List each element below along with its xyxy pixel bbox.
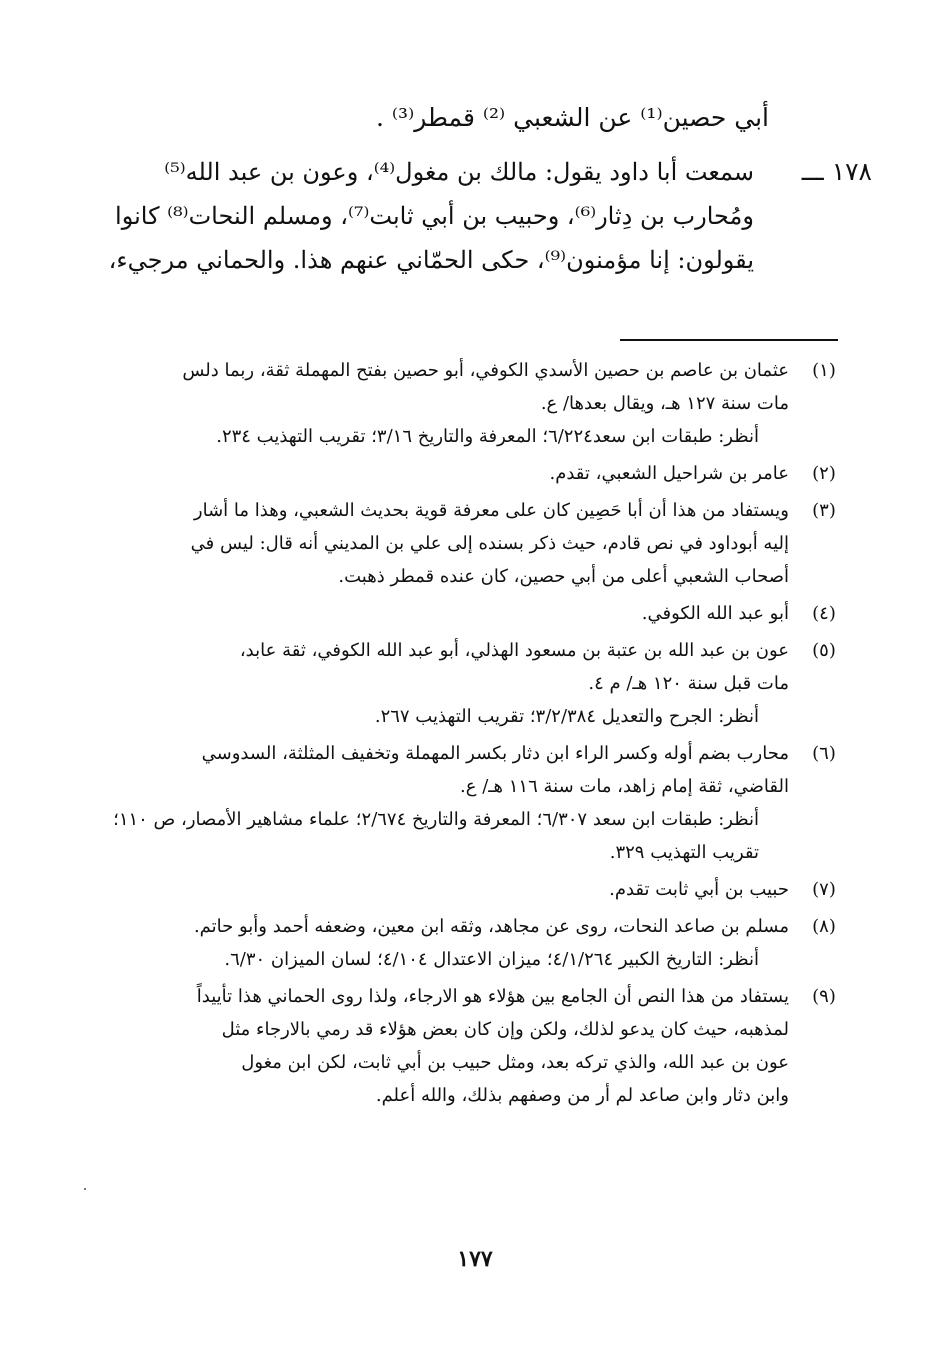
entry-line: سمعت أبا داود يقول: مالك بن مغول⁽⁴⁾، وعون بن عبد الله⁽⁵⁾ bbox=[164, 158, 754, 186]
page-number: ١٧٧ bbox=[457, 1246, 493, 1272]
footnote-line: ويستفاد من هذا أن أبا حَصِين كان على معرفة قوية بحديث الشعبي، وهذا ما أشار bbox=[193, 500, 789, 521]
footnote-number: (٣) bbox=[812, 500, 836, 521]
footnote-line: لمذهبه، حيث كان يدعو لذلك، ولكن وإن كان بعض هؤلاء قد رمي بالارجاء مثل bbox=[221, 1019, 789, 1040]
footnote-text bbox=[100, 737, 789, 869]
footnote-reference: أنظر: الجرح والتعديل ٣/٢/٣٨٤؛ تقريب التهذيب ٢٦٧. bbox=[374, 706, 759, 727]
footnotes-section bbox=[100, 354, 845, 1116]
footnote-number: (٢) bbox=[812, 463, 836, 484]
footnote-number: (١) bbox=[812, 360, 836, 381]
footnote-text bbox=[100, 457, 789, 490]
footnote bbox=[100, 873, 845, 906]
footnote-line: أبو عبد الله الكوفي. bbox=[641, 603, 789, 624]
footnote-line: يستفاد من هذا النص أن الجامع بين هؤلاء هو الارجاء، ولذا روى الحماني هذا تأييداً bbox=[196, 986, 789, 1007]
footnote-number: (٦) bbox=[812, 743, 836, 764]
footnote-text bbox=[100, 494, 789, 593]
footnote bbox=[100, 634, 845, 733]
footnote-line: عون بن عبد الله، والذي تركه بعد، ومثل حبيب بن أبي ثابت، لكن ابن مغول bbox=[241, 1052, 789, 1073]
footnote-line: إليه أبوداود في نص قادم، حيث ذكر بسنده إلى علي بن المديني أنه قال: ليس في bbox=[190, 533, 789, 554]
footnote-line: محارب بضم أوله وكسر الراء ابن دثار بكسر المهملة وتخفيف المثلثة، السدوسي bbox=[201, 743, 789, 764]
footnote-line: مسلم بن صاعد النحات، روى عن مجاهد، وثقه ابن معين، وضعفه أحمد وأبو حاتم. bbox=[193, 916, 789, 937]
footnote-text bbox=[100, 634, 789, 733]
footnote-text bbox=[100, 354, 789, 453]
footnote-number: (٩) bbox=[812, 986, 836, 1007]
entry-line: ومُحارب بن دِثار⁽⁶⁾، وحبيب بن أبي ثابت⁽⁷⁾، ومسلم النحات⁽⁸⁾ كانوا bbox=[115, 202, 754, 230]
footnote-reference: أنظر: التاريخ الكبير ٤/١/٢٦٤؛ ميزان الاعتدال ٤/١٠٤؛ لسان الميزان ٦/٣٠. bbox=[224, 949, 759, 970]
footnote-line: مات سنة ١٢٧ هـ، ويقال بعدها/ ع. bbox=[540, 393, 789, 414]
footnote-text bbox=[100, 597, 789, 630]
footnote-number: (٧) bbox=[812, 879, 836, 900]
continued-text-line: أبي حصين⁽¹⁾ عن الشعبي ⁽²⁾ قمطر⁽³⁾ . bbox=[375, 103, 769, 132]
footnote-number: (٨) bbox=[812, 916, 836, 937]
footnote-reference: أنظر: طبقات ابن سعد٦/٢٢٤؛ المعرفة والتاريخ ٣/١٦؛ تقريب التهذيب ٢٣٤. bbox=[216, 426, 759, 447]
footnote-number: (٥) bbox=[812, 640, 836, 661]
footnote-text bbox=[100, 873, 789, 906]
entry-number: ١٧٨ ـــ bbox=[801, 157, 872, 186]
footnote-line: حبيب بن أبي ثابت تقدم. bbox=[609, 879, 789, 900]
footnote bbox=[100, 457, 845, 490]
footnote bbox=[100, 910, 845, 976]
entry-text bbox=[108, 150, 754, 282]
scan-speck bbox=[84, 1188, 86, 1190]
footnote-line: مات قبل سنة ١٢٠ هـ/ م ٤. bbox=[588, 673, 789, 694]
footnote-line: وابن دثار وابن صاعد لم أر من وصفهم بذلك، والله أعلم. bbox=[375, 1085, 789, 1106]
footnote-line: عون بن عبد الله بن عتبة بن مسعود الهذلي، أبو عبد الله الكوفي، ثقة عابد، bbox=[239, 640, 789, 661]
footnote-reference: أنظر: طبقات ابن سعد ٦/٣٠٧؛ المعرفة والتاريخ ٢/٦٧٤؛ علماء مشاهير الأمصار، ص ١١٠؛ تقريب التهذيب ٣٢٩. bbox=[113, 809, 759, 863]
footnote-line: عثمان بن عاصم بن حصين الأسدي الكوفي، أبو حصين بفتح المهملة ثقة، ربما دلس bbox=[182, 360, 789, 381]
footnote bbox=[100, 354, 845, 453]
footnote-line: عامر بن شراحيل الشعبي، تقدم. bbox=[549, 463, 789, 484]
footnote bbox=[100, 737, 845, 869]
footnote-line: أصحاب الشعبي أعلى من أبي حصين، كان عنده قمطر ذهبت. bbox=[338, 566, 789, 587]
footnote-number: (٤) bbox=[812, 603, 836, 624]
footnote bbox=[100, 980, 845, 1112]
footnote bbox=[100, 494, 845, 593]
footnote-text bbox=[100, 910, 789, 976]
footnote bbox=[100, 597, 845, 630]
footnote-separator bbox=[620, 339, 838, 341]
footnote-line: القاضي، ثقة إمام زاهد، مات سنة ١١٦ هـ/ ع. bbox=[460, 776, 789, 797]
footnote-text bbox=[100, 980, 789, 1112]
entry-line: يقولون: إنا مؤمنون⁽⁹⁾، حكى الحمّاني عنهم هذا. والحماني مرجيء، bbox=[108, 246, 754, 274]
